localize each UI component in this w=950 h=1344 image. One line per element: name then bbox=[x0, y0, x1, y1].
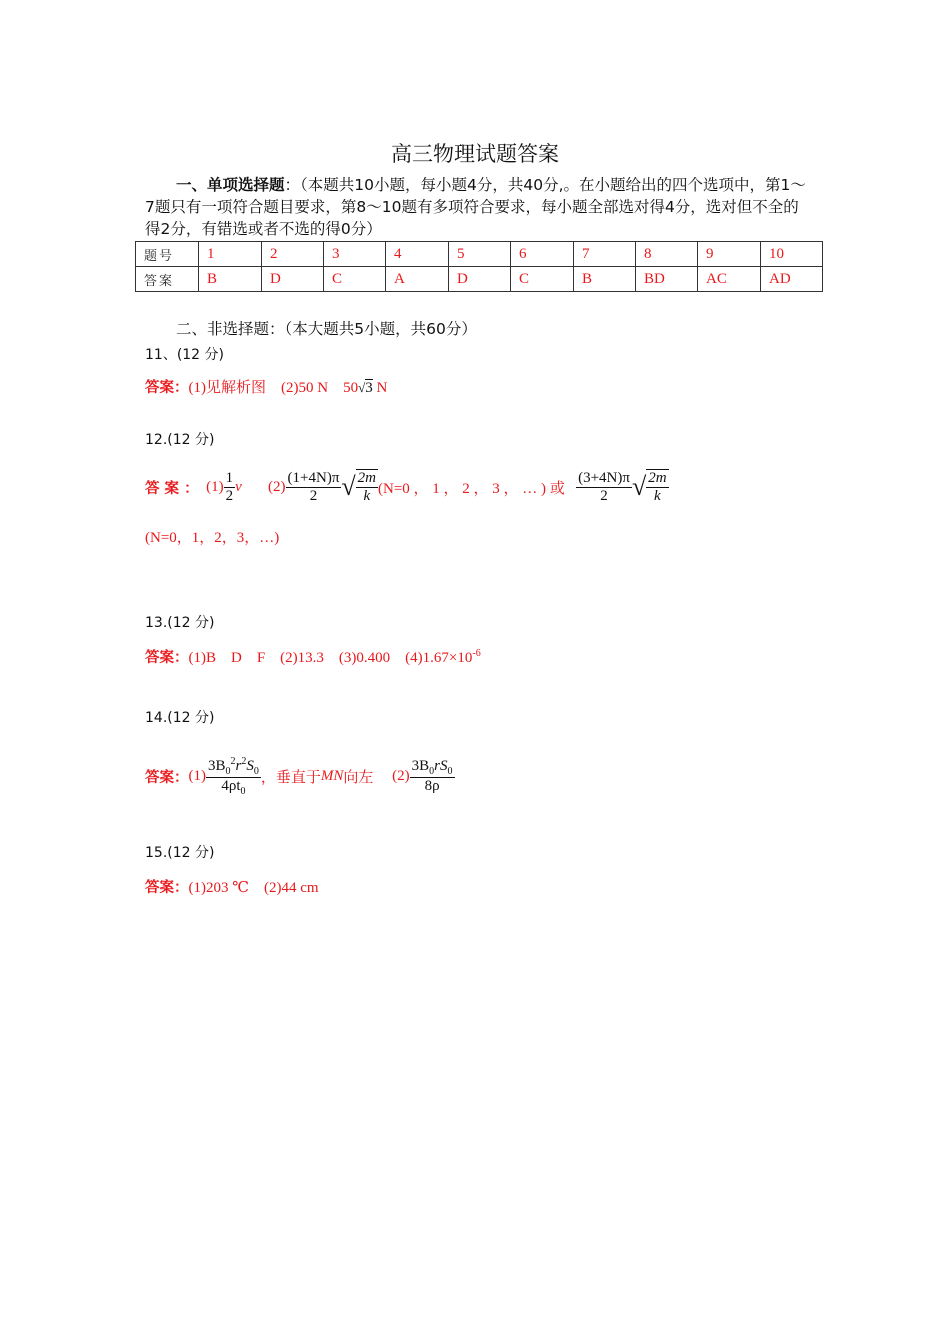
q11-part1: (1)见解析图 bbox=[188, 380, 266, 396]
fraction-num bbox=[410, 758, 455, 778]
table-cell: B bbox=[574, 267, 636, 292]
subscript: 0 bbox=[240, 785, 246, 797]
fraction-num: 2m bbox=[357, 470, 377, 486]
table-cell: 1 bbox=[199, 242, 262, 267]
table-cell: 4 bbox=[386, 242, 449, 267]
q11-root: 3 bbox=[365, 380, 373, 396]
fraction-den: 2 bbox=[309, 487, 318, 504]
fraction-den: 8ρ bbox=[424, 777, 440, 794]
table-row bbox=[136, 267, 823, 292]
subscript: 0 bbox=[225, 765, 231, 777]
q11-part2: (2)50 N bbox=[281, 380, 329, 396]
answer-label: 答 案 ： bbox=[145, 480, 199, 497]
answer-label: 答案： bbox=[145, 650, 189, 666]
sqrt-icon: √ bbox=[631, 472, 647, 501]
num-term: S bbox=[246, 757, 254, 774]
q12-answer bbox=[145, 462, 669, 512]
fraction-root-2 bbox=[646, 469, 668, 505]
table-cell: BD bbox=[636, 267, 698, 292]
fraction-den: k bbox=[363, 488, 371, 504]
q14-label: 14.(12 分) bbox=[145, 710, 215, 726]
fraction-num bbox=[206, 756, 261, 778]
q15-label: 15.(12 分) bbox=[145, 845, 215, 861]
table-cell: B bbox=[199, 267, 262, 292]
num-term: 3B bbox=[208, 757, 226, 774]
section1-text: ：（本题共10小题，每小题4分，共40分,。在小题给出的四个选项中，第1～7题只有一项符合题目要求，第8～10题有多项符合要求，每小题全部选对得4分，选对但不全的得2分，有错选或者不选的得0分） bbox=[145, 176, 806, 238]
fraction-num: (3+4N)π bbox=[578, 469, 630, 486]
q12-p1: (1) bbox=[206, 478, 224, 495]
fraction-den: 2 bbox=[225, 487, 234, 504]
q15-text: (1)203 ℃ (2)44 cm bbox=[188, 880, 319, 896]
table-cell: AD bbox=[761, 267, 823, 292]
section1-heading: 一、单项选择题 bbox=[176, 176, 285, 194]
section2-paragraph bbox=[145, 318, 813, 340]
q14-p2: (2) bbox=[392, 767, 410, 784]
q11-part3-coef: 50 bbox=[343, 380, 359, 396]
row-label-number: 题号 bbox=[136, 242, 199, 267]
velocity-symbol: v bbox=[235, 478, 242, 495]
table-cell: AC bbox=[698, 267, 761, 292]
sqrt-icon: √ bbox=[358, 380, 366, 395]
fraction-root-1 bbox=[356, 469, 378, 505]
table-row bbox=[136, 242, 823, 267]
subscript: 0 bbox=[253, 765, 259, 777]
q15-answer bbox=[145, 876, 319, 897]
page-title: 高三物理试题答案 bbox=[391, 142, 559, 166]
table-cell: D bbox=[262, 267, 324, 292]
num-term: rS bbox=[434, 757, 448, 774]
table-cell: C bbox=[324, 267, 386, 292]
answer-label: 答案： bbox=[145, 880, 189, 896]
fraction-period-2 bbox=[576, 470, 632, 505]
q12-cond2: (N=0，1，2，3，…) bbox=[145, 530, 280, 546]
answer-label: 答案： bbox=[145, 769, 189, 786]
fraction-force bbox=[206, 756, 261, 797]
fraction-den: k bbox=[654, 488, 661, 504]
table-cell: 8 bbox=[636, 242, 698, 267]
q11-unit: N bbox=[376, 380, 388, 396]
subscript: 0 bbox=[429, 765, 435, 777]
fraction-den bbox=[206, 778, 261, 797]
q14-answer bbox=[145, 748, 455, 804]
fraction-period-1 bbox=[286, 470, 342, 505]
answer-table bbox=[135, 241, 823, 292]
num-term: r bbox=[235, 757, 242, 774]
q13-text: (1)B D F (2)13.3 (3)0.400 (4)1.67×10 bbox=[188, 650, 473, 666]
q13-exponent: -6 bbox=[472, 648, 481, 659]
section1-paragraph bbox=[145, 174, 813, 240]
fraction-den: 2 bbox=[600, 487, 608, 504]
q11-answer bbox=[145, 376, 387, 397]
q12-or: 或 bbox=[549, 480, 565, 497]
answer-label: 答案： bbox=[145, 380, 189, 396]
table-cell: 6 bbox=[511, 242, 574, 267]
table-cell: A bbox=[386, 267, 449, 292]
fraction-num: 1 bbox=[225, 469, 234, 486]
den-term: 4ρt bbox=[221, 777, 241, 794]
q12-label: 12.(12 分) bbox=[145, 432, 215, 448]
subscript: 0 bbox=[447, 765, 453, 777]
superscript: 2 bbox=[241, 755, 247, 767]
fraction-num: 2m bbox=[648, 470, 667, 486]
table-cell: 5 bbox=[449, 242, 511, 267]
q14-mn: MN bbox=[320, 767, 344, 784]
section2-heading: 二、非选择题 bbox=[176, 320, 270, 338]
q12-cond1: (N=0 ， 1 ， 2 ， 3 ， … ) bbox=[378, 480, 547, 497]
q13-answer bbox=[145, 646, 481, 667]
table-cell: D bbox=[449, 267, 511, 292]
fraction-num: (1+4N)π bbox=[287, 469, 340, 486]
table-cell: 7 bbox=[574, 242, 636, 267]
num-term: 3B bbox=[411, 757, 430, 774]
sqrt-icon: √ bbox=[341, 472, 356, 501]
q11-label: 11、(12 分) bbox=[145, 347, 225, 363]
row-label-answer: 答案 bbox=[136, 267, 199, 292]
q13-label: 13.(12 分) bbox=[145, 615, 215, 631]
q14-p1: (1) bbox=[188, 767, 206, 784]
table-cell: 3 bbox=[324, 242, 386, 267]
q14-left: 向左 bbox=[343, 769, 374, 786]
table-cell: C bbox=[511, 267, 574, 292]
section2-text: ：（本大题共5小题，共60分） bbox=[269, 320, 477, 338]
fraction-current bbox=[410, 758, 455, 795]
table-cell: 10 bbox=[761, 242, 823, 267]
q12-p2: (2) bbox=[268, 478, 286, 495]
superscript: 2 bbox=[230, 755, 236, 767]
q14-dir: ，垂直于 bbox=[260, 769, 321, 786]
table-cell: 2 bbox=[262, 242, 324, 267]
table-cell: 9 bbox=[698, 242, 761, 267]
fraction-half bbox=[224, 470, 236, 505]
